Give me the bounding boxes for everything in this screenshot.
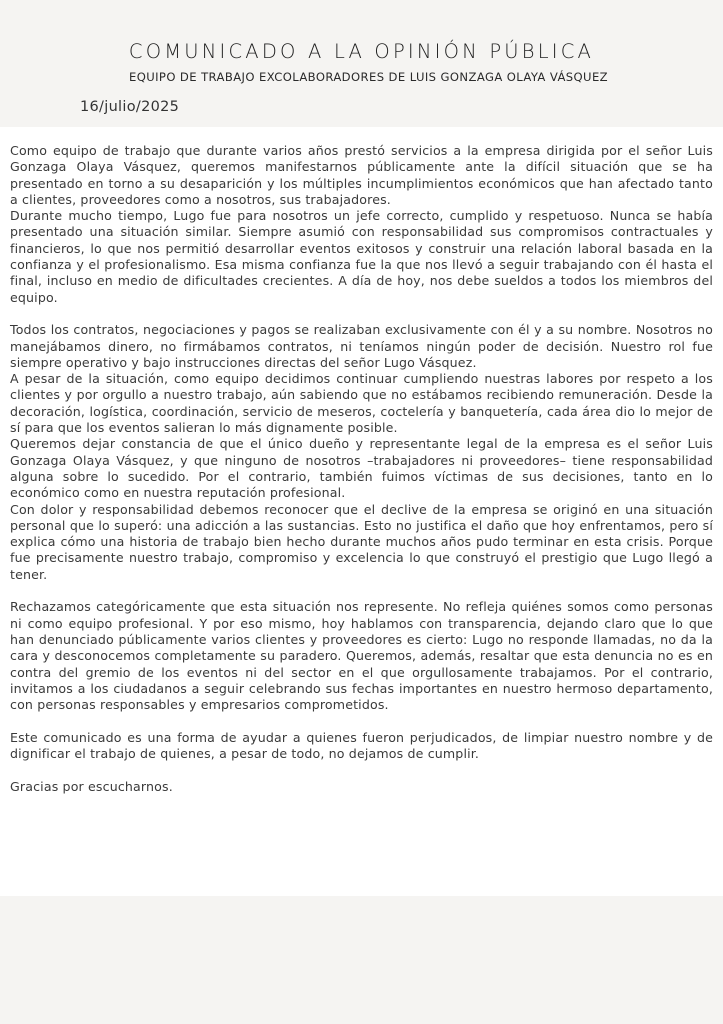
paragraph-owner: Queremos dejar constancia de que el único dueño y representante legal de la empresa es el señor Luis Gonzaga Olaya Vásquez, y que ninguno de nosotros –trabajadores ni proveedores– tiene responsabilidad alguna sobre lo sucedido. Por el contrario, también fuimos víctimas de sus decisiones, tanto en lo económico como en nuestra reputación profesional. [10,436,713,501]
paragraph-contracts: Todos los contratos, negociaciones y pagos se realizaban exclusivamente con él y a su nombre. Nosotros no manejábamos dinero, no firmábamos contratos, ni teníamos ningún poder de decisión. Nuestro rol fue siempre operativo y bajo instrucciones directas del señor Lugo Vásquez. [10,322,713,370]
paragraph-decline: Con dolor y responsabilidad debemos reconocer que el declive de la empresa se originó en una situación personal que lo superó: una adicción a las sustancias. Esto no justifica el daño que hoy enfrentamos, pero sí explica cómo una historia de trabajo bien hecho durante muchos años pudo terminar en esta crisis. Porque fue precisamente nuestro trabajo, compromiso y excelencia lo que construyó el prestigio que Lugo llegó a tener. [10,501,713,582]
paragraph-boss: Durante mucho tiempo, Lugo fue para nosotros un jefe correcto, cumplido y respetuoso. Nunca se había presentado una situación similar. Siempre asumió con responsabilidad sus compromisos contractuales y financieros, lo que nos permitió desarrollar eventos exitosos y construir una relación laboral basada en la confianza y el profesionalismo. Esa misma confianza fue la que nos llevó a seguir trabajando con él hasta el final, incluso en medio de dificultades crecientes. A día de hoy, nos debe sueldos a todos los miembros del equipo. [10,208,713,305]
paragraph-rejection: Rechazamos categóricamente que esta situación nos represente. No refleja quiénes somos como personas ni como equipo profesional. Y por eso mismo, hoy hablamos con transparencia, dejando claro que lo que han denunciado públicamente varios clientes y proveedores es cierto: Lugo no responde llamadas, no da la cara y desconocemos completamente su paradero. Queremos, además, resaltar que esta denuncia no es en contra del gremio de los eventos ni del sector en el que orgullosamente trabajamos. Por el contrario, invitamos a los ciudadanos a seguir celebrando sus fechas importantes en nuestro hermoso departamento, con personas responsables y empresarios comprometidos. [10,599,713,713]
paragraph-continued-work: A pesar de la situación, como equipo decidimos continuar cumpliendo nuestras labores por respeto a los clientes y por orgullo a nuestro trabajo, aún sabiendo que no estábamos recibiendo remuneración. Desde la decoración, logística, coordinación, servicio de meseros, coctelería y banquetería, cada área dio lo mejor de sí para que los eventos salieran lo más dignamente posible. [10,371,713,436]
document-header [0,0,723,127]
paragraph-thanks: Gracias por escucharnos. [10,778,173,794]
paragraph-intro: Como equipo de trabajo que durante varios años prestó servicios a la empresa dirigida por el señor Luis Gonzaga Olaya Vásquez, queremos manifestarnos públicamente ante la difícil situación que se ha presentado en torno a su desaparición y los múltiples incumplimientos económicos que han afectado tanto a clientes, proveedores como a nosotros, sus trabajadores. [10,143,713,207]
paragraph-purpose: Este comunicado es una forma de ayudar a quienes fueron perjudicados, de limpiar nuestro nombre y de dignificar el trabajo de quienes, a pesar de todo, no dejamos de cumplir. [10,729,713,761]
document-body [10,143,713,795]
document-title: COMUNICADO A LA OPINIÓN PÚBLICA [128,40,595,63]
document-subtitle: EQUIPO DE TRABAJO EXCOLABORADORES DE LUIS GONZAGA OLAYA VÁSQUEZ [128,70,609,84]
document-date: 16/julio/2025 [80,99,180,115]
